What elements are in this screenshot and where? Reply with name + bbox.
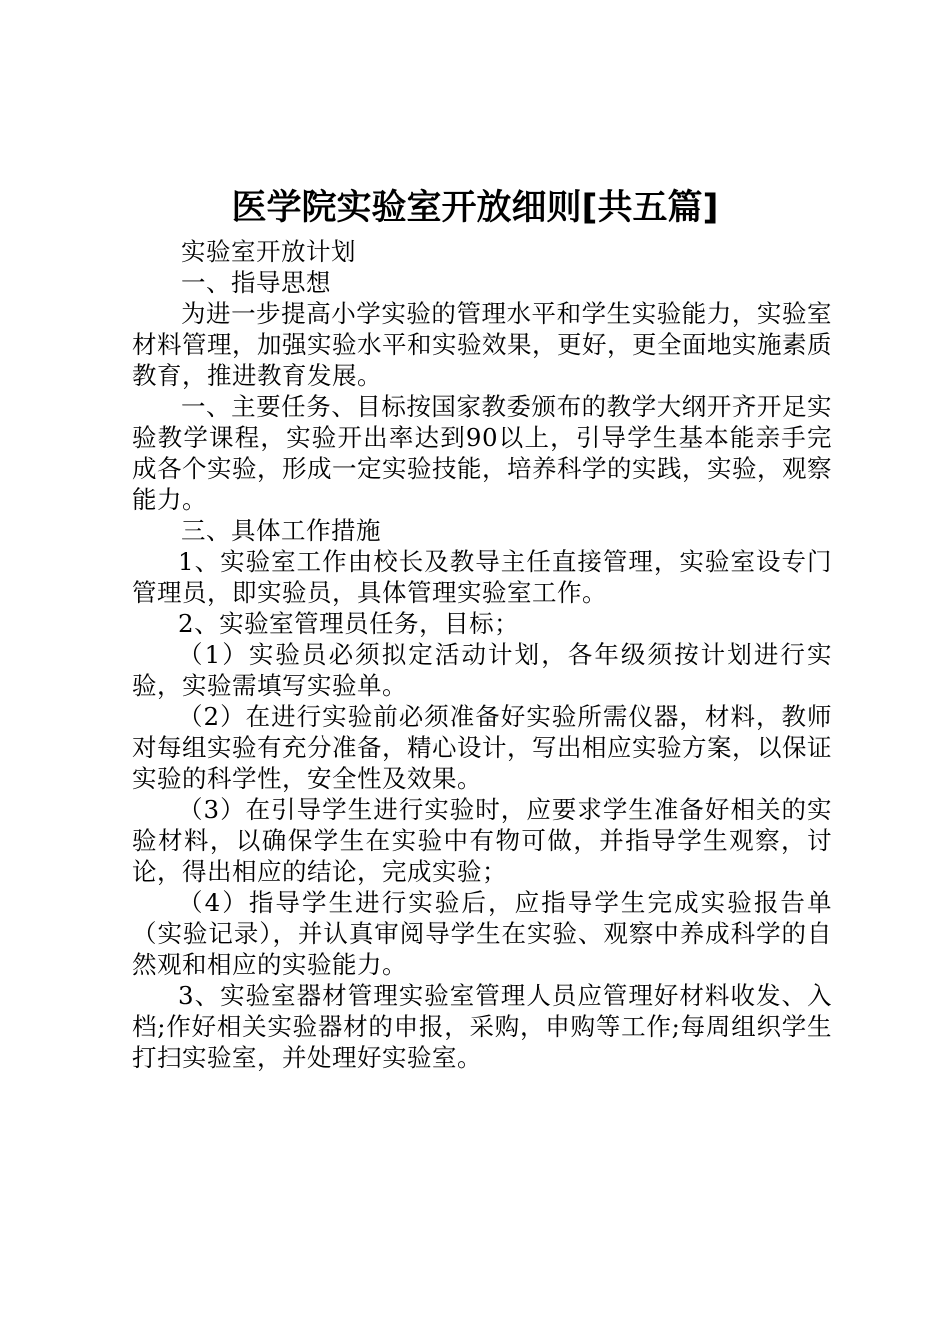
paragraph-measure-2: 2、实验室管理员任务，目标； [178, 609, 520, 638]
paragraph-section-guiding-idea: 一、指导思想 [181, 268, 331, 297]
paragraph-measure-1: 1、实验室工作由校长及教导主任直接管理，实验室设专门管理员，即实验员，具体管理实验室工作。 [132, 547, 832, 607]
paragraph-main-tasks: 一、主要任务、目标按国家教委颁布的教学大纲开齐开足实验教学课程，实验开出率达到90以上，引导学生基本能亲手完成各个实验，形成一定实验技能，培养科学的实践，实验，观察能力。 [132, 392, 832, 514]
paragraph-measure-2-item-4: （4）指导学生进行实验后，应指导学生完成实验报告单（实验记录），并认真审阅导学生在实验、观察中养成科学的自然观和相应的实验能力。 [132, 888, 832, 979]
document-body [132, 236, 832, 1073]
paragraph-guiding-idea-text: 为进一步提高小学实验的管理水平和学生实验能力，实验室材料管理，加强实验水平和实验效果，更好，更全面地实施素质教育，推进教育发展。 [132, 299, 832, 390]
paragraph-measure-2-item-3: （3）在引导学生进行实验时，应要求学生准备好相关的实验材料，以确保学生在实验中有物可做，并指导学生观察，讨论，得出相应的结论，完成实验； [132, 795, 832, 886]
paragraph-measure-3: 3、实验室器材管理实验室管理人员应管理好材料收发、入档;作好相关实验器材的申报，采购，申购等工作;每周组织学生打扫实验室，并处理好实验室。 [132, 981, 832, 1072]
document-title: 医学院实验室开放细则[共五篇] [231, 188, 719, 228]
paragraph-measure-2-item-1: （1）实验员必须拟定活动计划，各年级须按计划进行实验，实验需填写实验单。 [132, 640, 832, 700]
paragraph-measure-2-item-2: （2）在进行实验前必须准备好实验所需仪器，材料，教师对每组实验有充分准备，精心设计，写出相应实验方案，以保证实验的科学性，安全性及效果。 [132, 702, 832, 793]
paragraph-section-measures: 三、具体工作措施 [181, 516, 381, 545]
paragraph-plan-heading: 实验室开放计划 [181, 237, 356, 266]
